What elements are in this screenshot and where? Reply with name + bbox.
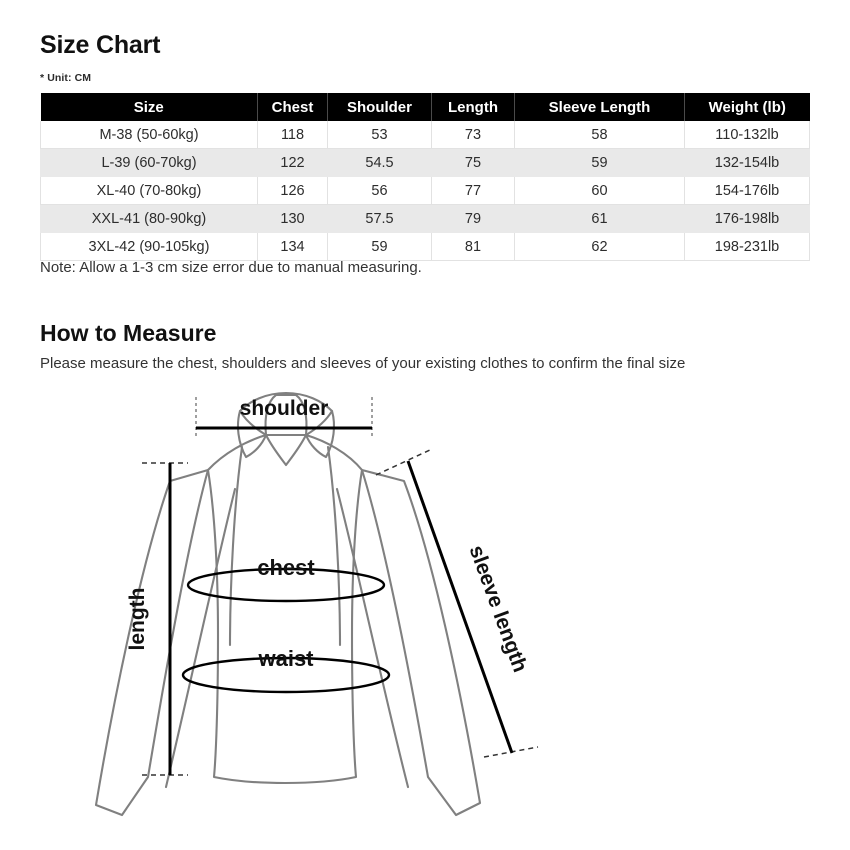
cell-shoulder: 57.5 xyxy=(328,205,432,233)
column-header-length: Length xyxy=(432,93,515,121)
cell-length: 73 xyxy=(432,121,515,149)
cell-shoulder: 53 xyxy=(328,121,432,149)
table-row xyxy=(41,205,810,233)
cell-weight: 154-176lb xyxy=(685,177,810,205)
cell-weight: 132-154lb xyxy=(685,149,810,177)
column-header-size: Size xyxy=(41,93,258,121)
shoulder-label: shoulder xyxy=(239,397,329,420)
table-row xyxy=(41,233,810,261)
cell-chest: 130 xyxy=(258,205,328,233)
column-header-weight: Weight (lb) xyxy=(685,93,810,121)
garment-outline-icon xyxy=(96,393,480,815)
cell-weight: 110-132lb xyxy=(685,121,810,149)
chest-label: chest xyxy=(257,555,315,580)
cell-chest: 118 xyxy=(258,121,328,149)
table-row xyxy=(41,177,810,205)
cell-chest: 134 xyxy=(258,233,328,261)
page-title: Size Chart xyxy=(40,31,161,59)
table-header-row xyxy=(41,93,810,121)
sleeve-length-measure-line xyxy=(376,449,538,757)
cell-size: M-38 (50-60kg) xyxy=(41,121,258,149)
cell-size: XXL-41 (80-90kg) xyxy=(41,205,258,233)
waist-label: waist xyxy=(258,646,314,671)
column-header-chest: Chest xyxy=(258,93,328,121)
length-label: length xyxy=(126,587,149,651)
cell-sleeve: 60 xyxy=(515,177,685,205)
column-header-shoulder: Shoulder xyxy=(328,93,432,121)
how-to-measure-description: Please measure the chest, shoulders and sleeves of your existing clothes to confirm the final size xyxy=(40,355,686,372)
cell-shoulder: 59 xyxy=(328,233,432,261)
cell-sleeve: 61 xyxy=(515,205,685,233)
column-header-sleeve: Sleeve Length xyxy=(515,93,685,121)
cell-shoulder: 56 xyxy=(328,177,432,205)
cell-sleeve: 58 xyxy=(515,121,685,149)
cell-length: 81 xyxy=(432,233,515,261)
cell-size: 3XL-42 (90-105kg) xyxy=(41,233,258,261)
table-row xyxy=(41,149,810,177)
cell-weight: 176-198lb xyxy=(685,205,810,233)
cell-length: 79 xyxy=(432,205,515,233)
measurement-tolerance-note: Note: Allow a 1-3 cm size error due to manual measuring. xyxy=(40,259,422,276)
size-chart-table xyxy=(40,93,810,261)
table-body xyxy=(41,121,810,261)
garment-measurement-diagram xyxy=(60,385,800,840)
cell-shoulder: 54.5 xyxy=(328,149,432,177)
cell-length: 77 xyxy=(432,177,515,205)
cell-length: 75 xyxy=(432,149,515,177)
table-row xyxy=(41,121,810,149)
cell-size: L-39 (60-70kg) xyxy=(41,149,258,177)
cell-sleeve: 59 xyxy=(515,149,685,177)
cell-sleeve: 62 xyxy=(515,233,685,261)
table-header xyxy=(41,93,810,121)
cell-size: XL-40 (70-80kg) xyxy=(41,177,258,205)
cell-chest: 122 xyxy=(258,149,328,177)
unit-note: * Unit: CM xyxy=(40,72,92,84)
sleeve-length-label: sleeve length xyxy=(464,542,532,676)
cell-chest: 126 xyxy=(258,177,328,205)
how-to-measure-title: How to Measure xyxy=(40,320,217,346)
cell-weight: 198-231lb xyxy=(685,233,810,261)
